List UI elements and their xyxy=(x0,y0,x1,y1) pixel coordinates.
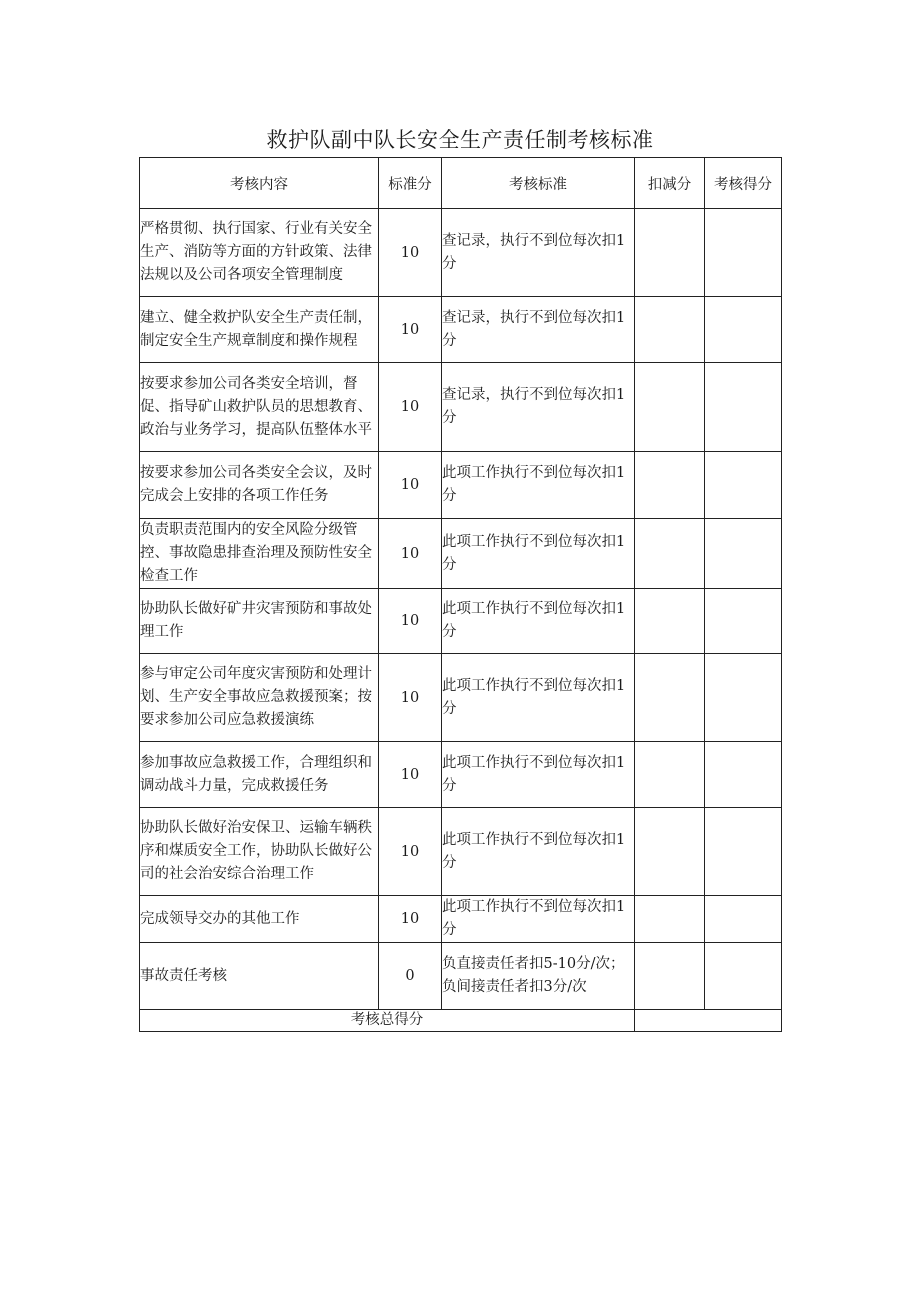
row-standard-score: 10 xyxy=(379,808,442,896)
row-score-cell[interactable] xyxy=(705,589,782,654)
row-deduction-cell[interactable] xyxy=(635,297,705,363)
table-row xyxy=(140,297,782,363)
row-score-cell[interactable] xyxy=(705,297,782,363)
total-row xyxy=(140,1010,782,1032)
row-standard-score: 10 xyxy=(379,519,442,589)
row-criteria: 此项工作执行不到位每次扣1分 xyxy=(442,742,635,808)
row-standard-score: 10 xyxy=(379,363,442,452)
row-score-cell[interactable] xyxy=(705,808,782,896)
header-content: 考核内容 xyxy=(140,158,379,209)
row-deduction-cell[interactable] xyxy=(635,943,705,1010)
row-content: 参加事故应急救援工作，合理组织和调动战斗力量，完成救援任务 xyxy=(140,742,379,808)
header-score: 考核得分 xyxy=(705,158,782,209)
row-criteria: 查记录，执行不到位每次扣1分 xyxy=(442,209,635,297)
row-content: 建立、健全救护队安全生产责任制，制定安全生产规章制度和操作规程 xyxy=(140,297,379,363)
row-criteria: 查记录，执行不到位每次扣1分 xyxy=(442,363,635,452)
row-standard-score: 10 xyxy=(379,452,442,519)
row-deduction-cell[interactable] xyxy=(635,742,705,808)
row-score-cell[interactable] xyxy=(705,896,782,943)
row-standard-score: 10 xyxy=(379,896,442,943)
row-deduction-cell[interactable] xyxy=(635,808,705,896)
assessment-table xyxy=(139,157,782,1032)
table-row xyxy=(140,589,782,654)
row-score-cell[interactable] xyxy=(705,654,782,742)
total-score-label: 考核总得分 xyxy=(140,1010,635,1032)
row-criteria: 此项工作执行不到位每次扣1分 xyxy=(442,896,635,943)
row-standard-score: 10 xyxy=(379,589,442,654)
row-criteria: 此项工作执行不到位每次扣1分 xyxy=(442,589,635,654)
table-row xyxy=(140,363,782,452)
row-score-cell[interactable] xyxy=(705,209,782,297)
table-row xyxy=(140,742,782,808)
header-row xyxy=(140,158,782,209)
row-content: 负责职责范围内的安全风险分级管控、事故隐患排查治理及预防性安全检查工作 xyxy=(140,519,379,589)
row-criteria: 负直接责任者扣5-10分/次；负间接责任者扣3分/次 xyxy=(442,943,635,1010)
row-deduction-cell[interactable] xyxy=(635,654,705,742)
row-score-cell[interactable] xyxy=(705,519,782,589)
row-criteria: 此项工作执行不到位每次扣1分 xyxy=(442,808,635,896)
row-content: 事故责任考核 xyxy=(140,943,379,1010)
row-deduction-cell[interactable] xyxy=(635,209,705,297)
row-content: 参与审定公司年度灾害预防和处理计划、生产安全事故应急救援预案；按要求参加公司应急救援演练 xyxy=(140,654,379,742)
row-standard-score: 10 xyxy=(379,654,442,742)
header-deduction: 扣减分 xyxy=(635,158,705,209)
row-content: 按要求参加公司各类安全培训，督促、指导矿山救护队员的思想教育、政治与业务学习，提高队伍整体水平 xyxy=(140,363,379,452)
row-criteria: 此项工作执行不到位每次扣1分 xyxy=(442,654,635,742)
row-score-cell[interactable] xyxy=(705,742,782,808)
page-title: 救护队副中队长安全生产责任制考核标准 xyxy=(266,128,654,152)
row-standard-score: 0 xyxy=(379,943,442,1010)
row-content: 协助队长做好治安保卫、运输车辆秩序和煤质安全工作，协助队长做好公司的社会治安综合治理工作 xyxy=(140,808,379,896)
row-content: 按要求参加公司各类安全会议，及时完成会上安排的各项工作任务 xyxy=(140,452,379,519)
table-row xyxy=(140,452,782,519)
row-deduction-cell[interactable] xyxy=(635,363,705,452)
table-row xyxy=(140,943,782,1010)
header-criteria: 考核标准 xyxy=(442,158,635,209)
row-standard-score: 10 xyxy=(379,297,442,363)
row-criteria: 此项工作执行不到位每次扣1分 xyxy=(442,519,635,589)
row-score-cell[interactable] xyxy=(705,452,782,519)
header-standard-score: 标准分 xyxy=(379,158,442,209)
row-score-cell[interactable] xyxy=(705,943,782,1010)
total-score-cell[interactable] xyxy=(635,1010,782,1032)
table-row xyxy=(140,519,782,589)
row-content: 协助队长做好矿井灾害预防和事故处理工作 xyxy=(140,589,379,654)
table-row xyxy=(140,209,782,297)
row-deduction-cell[interactable] xyxy=(635,589,705,654)
row-standard-score: 10 xyxy=(379,209,442,297)
table-row xyxy=(140,654,782,742)
row-content: 严格贯彻、执行国家、行业有关安全生产、消防等方面的方针政策、法律法规以及公司各项安全管理制度 xyxy=(140,209,379,297)
row-score-cell[interactable] xyxy=(705,363,782,452)
row-deduction-cell[interactable] xyxy=(635,896,705,943)
table-row xyxy=(140,896,782,943)
table-row xyxy=(140,808,782,896)
row-deduction-cell[interactable] xyxy=(635,452,705,519)
row-criteria: 查记录，执行不到位每次扣1分 xyxy=(442,297,635,363)
row-content: 完成领导交办的其他工作 xyxy=(140,896,379,943)
row-standard-score: 10 xyxy=(379,742,442,808)
row-deduction-cell[interactable] xyxy=(635,519,705,589)
row-criteria: 此项工作执行不到位每次扣1分 xyxy=(442,452,635,519)
